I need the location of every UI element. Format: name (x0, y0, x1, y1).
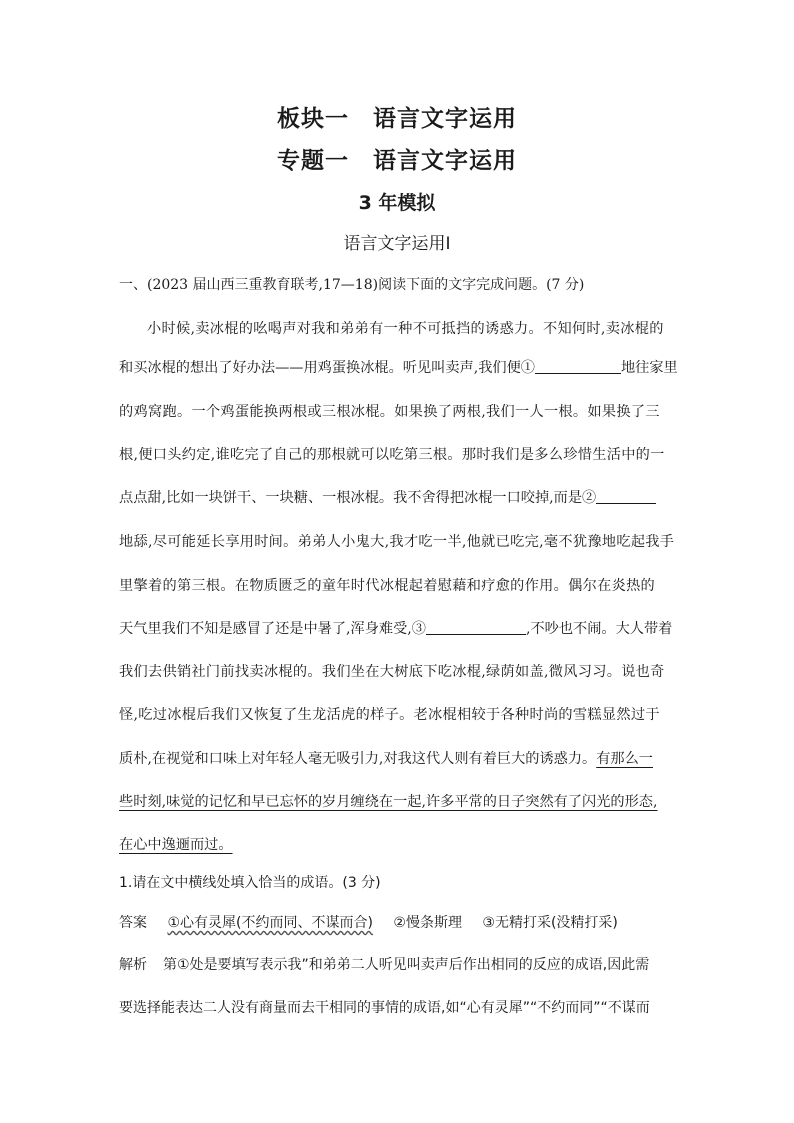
analysis-line: 要选择能表达二人没有商量而去干相同的事情的成语,如“心有灵犀”“不约而同”“不谋而 (119, 1000, 650, 1016)
underlined-text: 在心中逸逦而过。 (119, 837, 233, 853)
answer-label: 答案 (119, 915, 147, 931)
sub-question-1: 1.请在文中横线处填入恰当的成语。(3 分) (119, 875, 381, 891)
answer-item: ③无精打采(没精打采) (482, 915, 618, 931)
passage-line: 怪,吃过冰棍后我们又恢复了生龙活虎的样子。老冰棍相较于各种时尚的雪糕显然过于 (119, 707, 660, 723)
analysis-line: 解析 第①处是要填写表示我”和弟弟二人听见叫卖声后作出相同的反应的成语,因此需 (119, 957, 650, 973)
passage-line: 质朴,在视觉和口味上对年轻人毫无吸引力,对我这代人则有着巨大的诱惑力。有那么一 (119, 751, 653, 767)
passage-line: 天气里我们不知是感冒了还是中暑了,浑身难受,③ ,不吵也不闹。大人带着 (119, 621, 673, 637)
answer-row (119, 912, 634, 932)
passage-line: 的鸡窝跑。一个鸡蛋能换两根或三根冰棍。如果换了两根,我们一人一根。如果换了三 (119, 404, 660, 420)
blank-3 (426, 620, 526, 635)
blank-2 (596, 489, 656, 504)
answer-item: ②慢条斯理 (393, 915, 462, 931)
answer-item: ①心有灵犀(不约而同、不谋而合) (167, 915, 373, 931)
exercise-title: 语言文字运用Ⅰ (343, 234, 451, 254)
underlined-text: 有那么一 (596, 751, 653, 767)
passage-line: 我们去供销社门前找卖冰棍的。我们坐在大树底下吃冰棍,绿荫如盖,微风习习。说也奇 (119, 664, 665, 680)
subtitle: 3 年模拟 (358, 192, 436, 214)
section-title: 板块一 语言文字运用 (277, 106, 517, 132)
analysis-label: 解析 (119, 957, 147, 973)
topic-title: 专题一 语言文字运用 (277, 148, 517, 174)
question-header: 一、(2023 届山西三重教育联考,17—18)阅读下面的文字完成问题。(7 分) (119, 277, 585, 293)
passage-line: 点点甜,比如一块饼干、一块糖、一根冰棍。我不舍得把冰棍一口咬掉,而是② (119, 487, 656, 507)
passage-line: 根,便口头约定,谁吃完了自己的那根就可以吃第三根。那时我们是多么珍惜生活中的一 (119, 447, 665, 463)
underlined-text: 些时刻,味觉的记忆和早已忘怀的岁月缠绕在一起,许多平常的日子突然有了闪光的形态, (119, 794, 658, 810)
blank-1 (535, 359, 621, 374)
passage-line: 地舔,尽可能延长享用时间。弟弟人小鬼大,我才吃一半,他就已吃完,毫不犹豫地吃起我手 (119, 534, 675, 550)
passage-line: 里擎着的第三根。在物质匮乏的童年时代冰棍起着慰藉和疗愈的作用。偶尔在炎热的 (119, 578, 656, 594)
passage-line: 和买冰棍的想出了好办法——用鸡蛋换冰棍。听见叫卖声,我们便① 地往家里 (119, 360, 678, 376)
passage-line: 小时候,卖冰棍的吆喝声对我和弟弟有一种不可抵挡的诱惑力。不知何时,卖冰棍的 (147, 321, 664, 337)
